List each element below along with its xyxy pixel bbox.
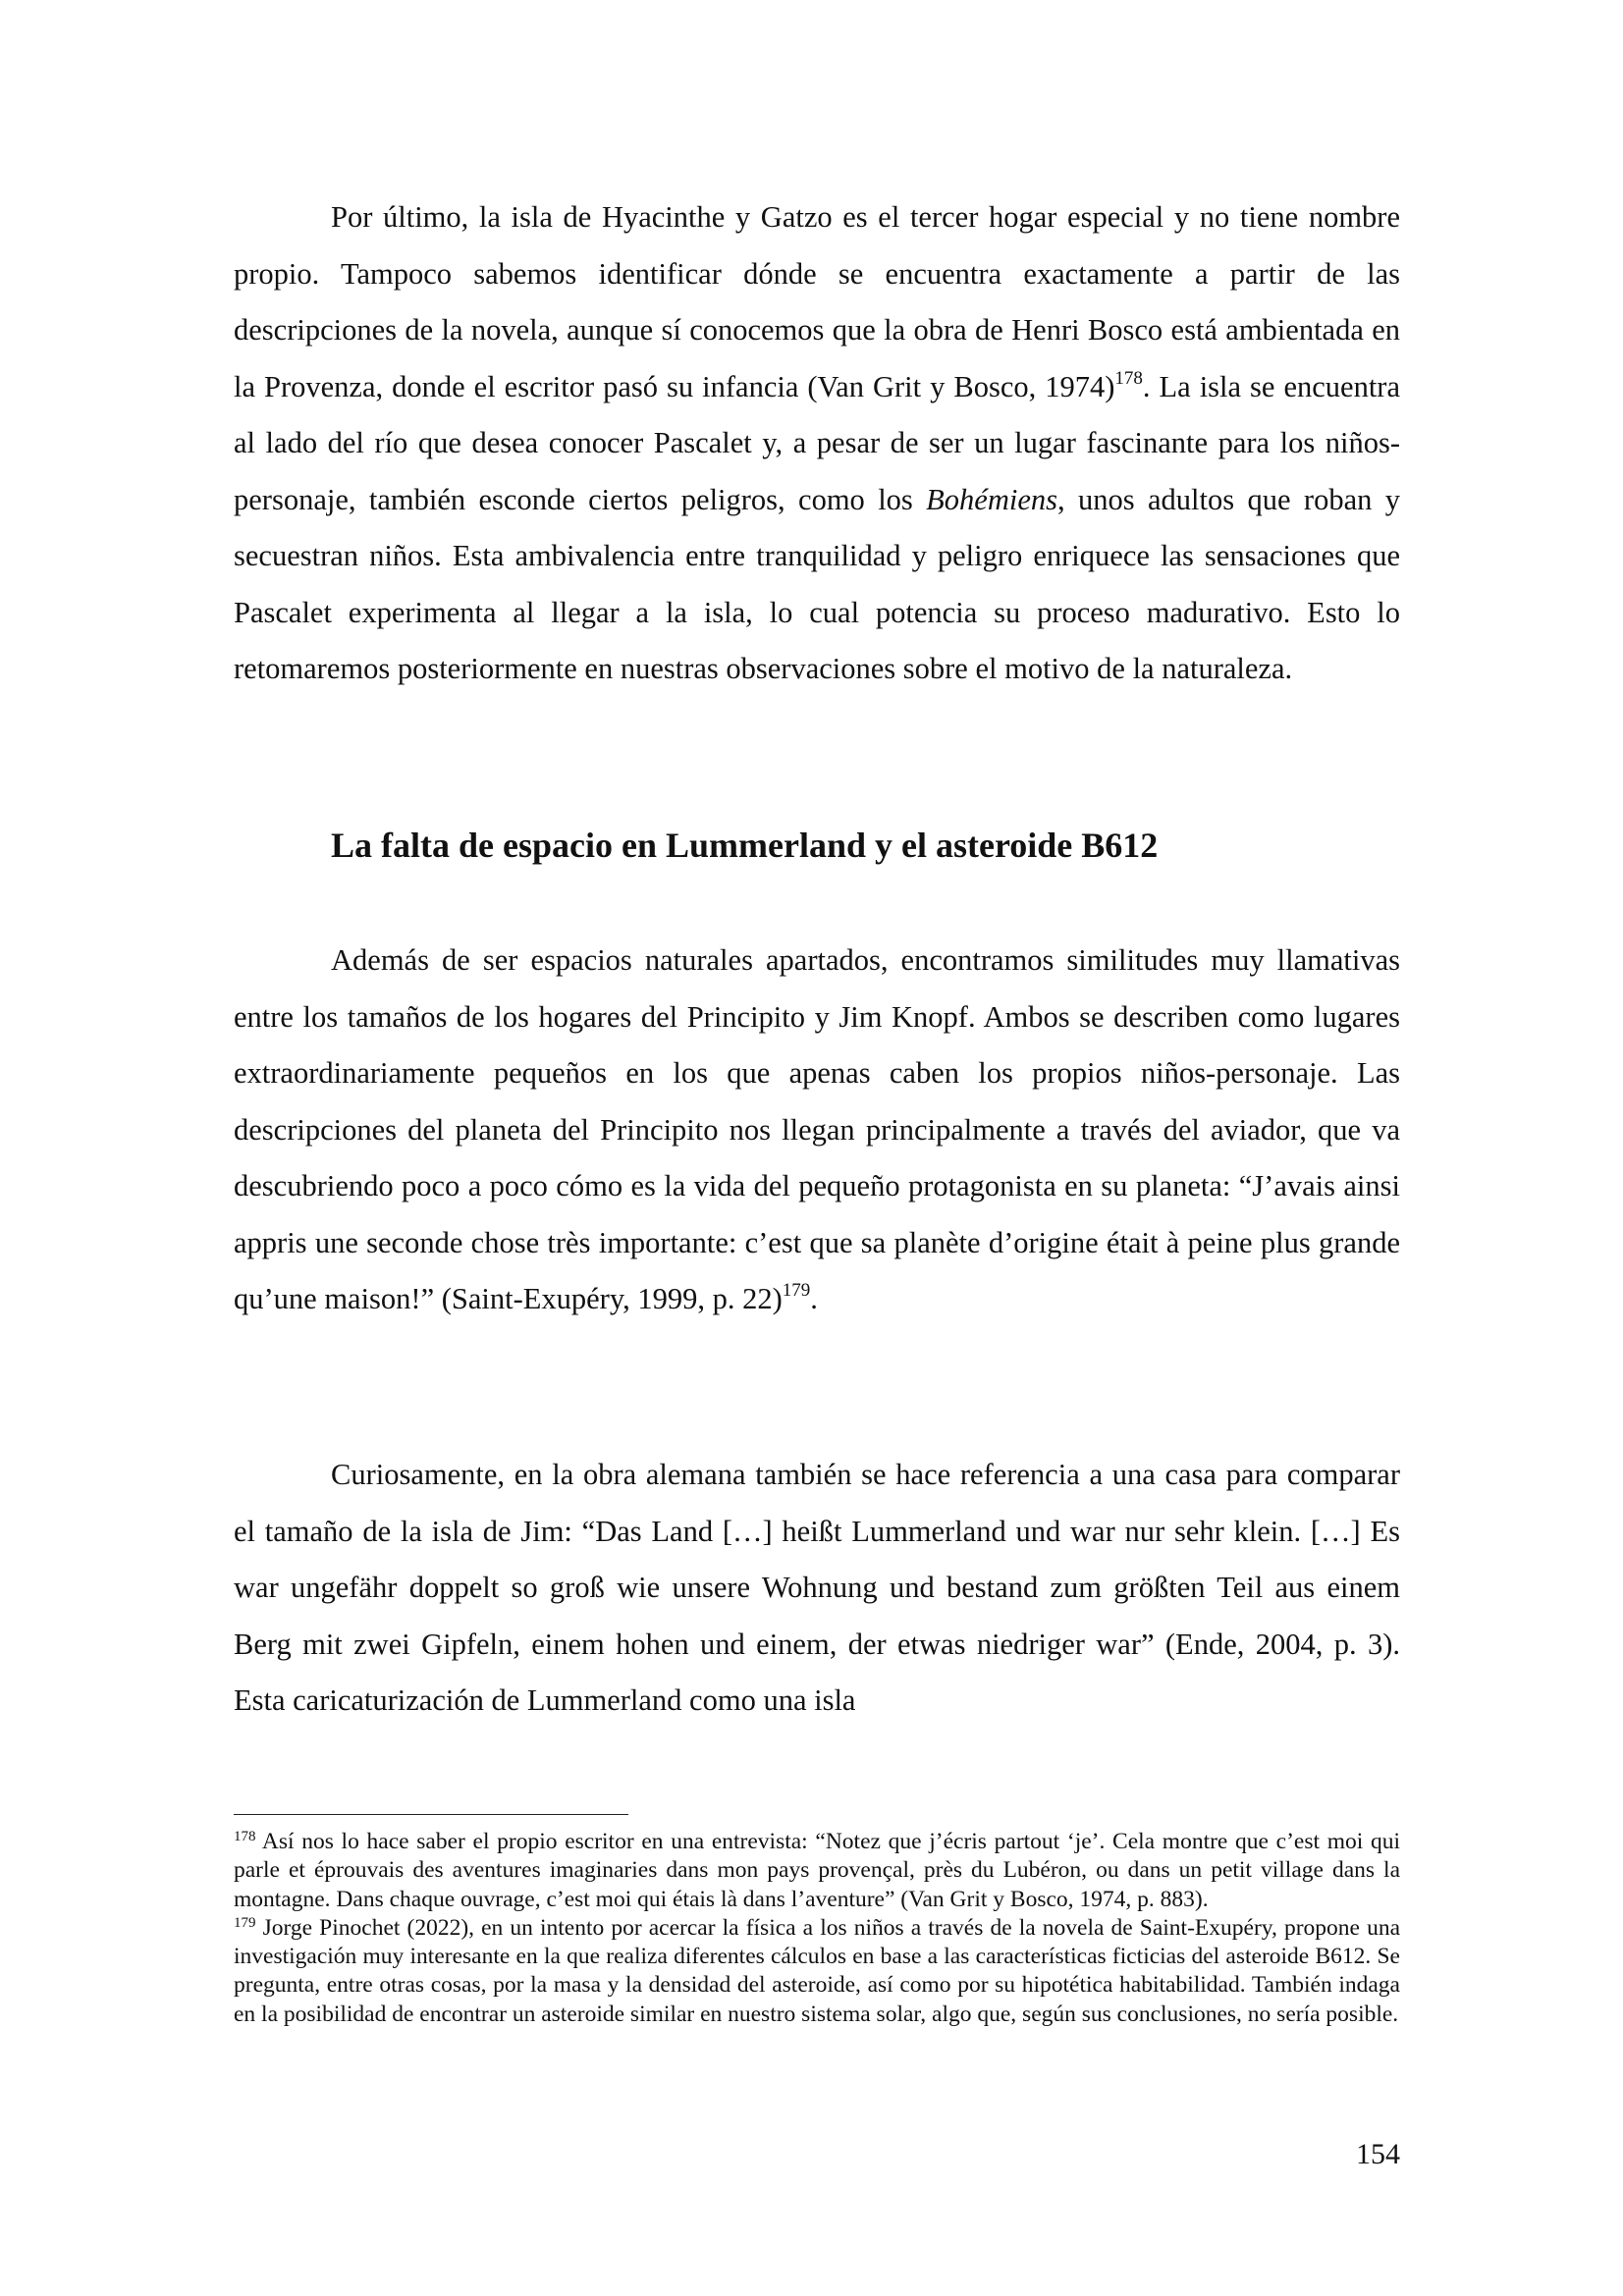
paragraph-lummerland: Curiosamente, en la obra alemana también se hace referencia a una casa para comparar el tamaño de la isla de Jim: “Das Land […] heißt Lummerland und war nur sehr klein. […] Es war ungefähr doppelt so groß wie unsere Wohnung und bestand zum größten Teil aus einem Berg mit zwei Gipfeln, einem hohen und einem, der etwas niedriger war” (Ende, 2004, p. 3). Esta caricaturización de Lummerland como una isla <box>234 1458 1400 1717</box>
italic-term: Bohémiens <box>926 482 1057 516</box>
paragraph-text: Además de ser espacios naturales apartados, encontramos similitudes muy llamativas entre los tamaños de los hogares del Principito y Jim Knopf. Ambos se describen como lugares extraordinariamente pequeños en los que apenas caben los propios niños-personaje. Las descripciones del planeta del Principito nos llegan principalmente a través del aviador, que va descubriendo poco a poco cómo es la vida del pequeño protagonista en su planeta: “J’avais ainsi appris une seconde chose très importante: c’est que sa planète d’origine était à peine plus grande qu’une maison!” (Saint-Exupéry, 1999, p. 22) <box>234 943 1400 1315</box>
footnote-number: 178 <box>234 1829 256 1844</box>
footnote-text: Así nos lo hace saber el propio escritor en una entrevista: “Notez que j’écris partout ‘je’. Cela montre que c’est moi qui parle et éprouvais des aventures imaginaries dans mon pays provençal, près du Lubéron, ou dans un petit village dans la montagne. Dans chaque ouvrage, c’est moi qui étais là dans l’aventure” (Van Grit y Bosco, 1974, p. 883). <box>234 1829 1400 1912</box>
footnote-text: Jorge Pinochet (2022), en un intento por acercar la física a los niños a través de la novela de Saint-Exupéry, propone una investigación muy interesante en la que realiza diferentes cálculos en base a las características ficticias del asteroide B612. Se pregunta, entre otras cosas, por la masa y la densidad del asteroide, así como por su hipotética habitabilidad. También indaga en la posibilidad de encontrar un asteroide similar en nuestro sistema solar, algo que, según sus conclusiones, no sería posible. <box>234 1914 1400 2027</box>
section-heading: La falta de espacio en Lummerland y el asteroide B612 <box>331 826 1159 865</box>
footnote-179 <box>234 1914 1400 2029</box>
page-number: 154 <box>1356 2138 1400 2170</box>
paragraph-similitudes <box>234 933 1400 1328</box>
paragraph-text: Por último, la isla de Hyacinthe y Gatzo es el tercer hogar especial y no tiene nombre propio. Tampoco sabemos identificar dónde se encuentra exactamente a partir de las descripciones de la novela, aunque sí conocemos que la obra de Henri Bosco está ambientada en la Provenza, donde el escritor pasó su infancia (Van Grit y Bosco, 1974) <box>234 200 1400 403</box>
footnote-reference-179[interactable]: 179 <box>782 1280 811 1301</box>
footnotes <box>234 1828 1400 2029</box>
footnote-reference-178[interactable]: 178 <box>1114 367 1143 389</box>
paragraph-text: , unos adultos que roban y secuestran niños. Esta ambivalencia entre tranquilidad y peligro enriquece las sensaciones que Pascalet experimenta al llegar a la isla, lo cual potencia su proceso madurativo. Esto lo retomaremos posteriormente en nuestras observaciones sobre el motivo de la naturaleza. <box>234 482 1400 685</box>
footnote-separator <box>234 1814 628 1815</box>
paragraph-text: . <box>810 1282 818 1315</box>
paragraph-isla-hyacinthe <box>234 189 1400 698</box>
footnote-number: 179 <box>234 1914 256 1931</box>
footnote-178 <box>234 1828 1400 1914</box>
paragraph-text: . La isla se encuentra al lado del río que desea conocer Pascalet y, a pesar de ser un lugar fascinante para los niños-personaje, también esconde ciertos peligros, como los <box>234 369 1400 516</box>
